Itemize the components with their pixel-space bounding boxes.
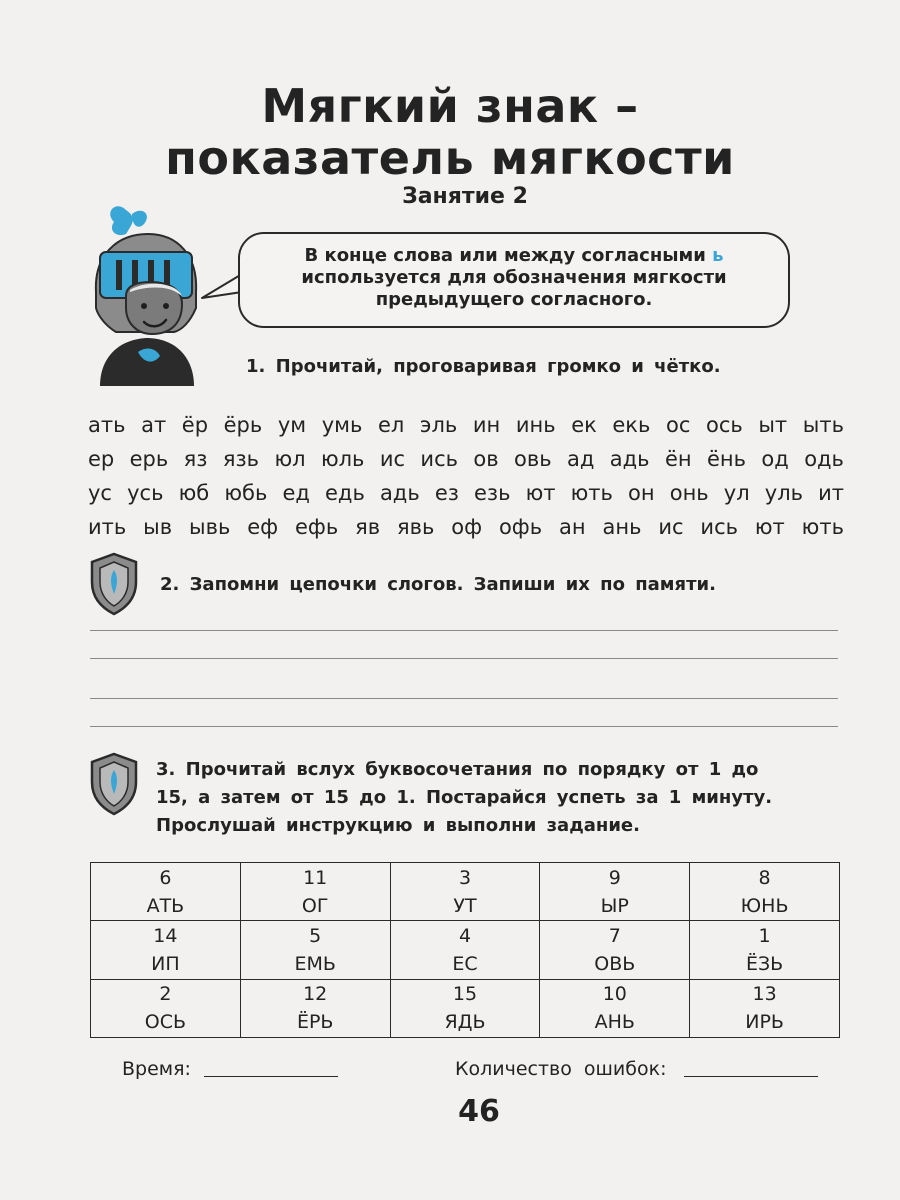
task2-instruction: 2. Запомни цепочки слогов. Запиши их по памяти.	[160, 574, 716, 595]
table-cell[interactable]	[690, 921, 840, 979]
rule-line2: используется для обозначения мягкости	[301, 267, 727, 288]
syllable: юб	[178, 481, 210, 505]
syllable: яз	[183, 447, 208, 471]
cell-number: 5	[309, 924, 322, 947]
syllable: ёр	[181, 413, 209, 437]
cell-number: 2	[159, 983, 172, 1006]
table-cell[interactable]	[240, 921, 390, 979]
knight-mascot-icon	[86, 200, 216, 390]
syllable: ум	[277, 413, 307, 437]
cell-number: 8	[758, 866, 771, 889]
syllable: ить	[88, 515, 127, 539]
cell-syllable: ЁРЬ	[296, 1011, 334, 1034]
table-cell[interactable]	[390, 921, 540, 979]
syllable: ад	[567, 447, 595, 471]
cell-number: 15	[452, 983, 478, 1006]
table-cell[interactable]	[540, 921, 690, 979]
syllable: он	[628, 481, 655, 505]
page-title-line1: Мягкий знак –	[261, 79, 639, 133]
syllable-lines	[88, 408, 844, 544]
syllable: ют	[525, 481, 556, 505]
syllable: од	[761, 447, 789, 471]
syllable: офь	[498, 515, 543, 539]
letter-combination-table	[90, 862, 840, 1038]
syllable: ек	[571, 413, 597, 437]
cell-syllable: АНЬ	[594, 1011, 635, 1034]
cell-syllable: ИРЬ	[745, 1011, 784, 1034]
cell-syllable: ЮНЬ	[740, 894, 789, 917]
syllable: ён	[664, 447, 692, 471]
syllable: одь	[804, 447, 844, 471]
cell-number: 6	[159, 866, 172, 889]
syllable: ис	[658, 515, 684, 539]
syllable: ан	[559, 515, 586, 539]
rule-speech-bubble	[238, 232, 790, 328]
syllable: едь	[325, 481, 365, 505]
syllable: язь	[222, 447, 260, 471]
cell-number: 13	[752, 983, 777, 1006]
cell-syllable: ЯДЬ	[444, 1011, 486, 1034]
table-cell[interactable]	[91, 921, 241, 979]
syllable-line	[88, 476, 844, 510]
table-cell[interactable]	[240, 979, 390, 1037]
lesson-label: Занятие 2	[402, 184, 528, 209]
cell-number: 7	[608, 924, 621, 947]
cell-syllable: ЕМЬ	[294, 952, 336, 975]
rule-line1-text: В конце слова или между согласными	[304, 245, 713, 266]
syllable: ез	[434, 481, 459, 505]
syllable: усь	[127, 481, 164, 505]
syllable: ёрь	[223, 413, 263, 437]
syllable: ел	[377, 413, 405, 437]
syllable: эль	[419, 413, 458, 437]
writing-line[interactable]	[90, 658, 838, 659]
syllable: ють	[801, 515, 844, 539]
cell-syllable: ОГ	[301, 894, 329, 917]
syllable: явь	[396, 515, 435, 539]
syllable: ус	[88, 481, 112, 505]
syllable: ер	[88, 447, 115, 471]
syllable: ед	[282, 481, 310, 505]
cell-number: 14	[153, 924, 178, 947]
table-cell[interactable]	[240, 863, 390, 921]
table-cell[interactable]	[91, 979, 241, 1037]
table-row	[91, 863, 840, 921]
cell-syllable: УТ	[453, 894, 477, 917]
syllable: ис	[379, 447, 406, 471]
syllable: овь	[514, 447, 552, 471]
syllable: ул	[723, 481, 750, 505]
syllable: адь	[379, 481, 420, 505]
syllable: ать	[88, 413, 126, 437]
shield-icon	[88, 552, 140, 616]
syllable: ов	[473, 447, 499, 471]
page-title-line2: показатель мягкости	[165, 131, 735, 185]
writing-line[interactable]	[90, 698, 838, 699]
task1-instruction: 1. Прочитай, проговаривая громко и чётко.	[246, 356, 721, 377]
cell-number: 3	[458, 866, 472, 889]
syllable: ыт	[758, 413, 788, 437]
cell-number: 1	[758, 924, 771, 947]
syllable: юль	[320, 447, 365, 471]
syllable: онь	[669, 481, 709, 505]
syllable: ывь	[188, 515, 231, 539]
syllable-line	[88, 510, 844, 544]
syllable: ин	[472, 413, 501, 437]
table-row	[91, 979, 840, 1037]
syllable: езь	[474, 481, 511, 505]
syllable: ись	[420, 447, 458, 471]
syllable: ют	[754, 515, 785, 539]
cell-syllable: ЫР	[600, 894, 629, 917]
task3-line3: Прослушай инструкцию и выполни задание.	[156, 815, 640, 836]
cell-syllable: АТЬ	[146, 894, 185, 917]
syllable: ись	[700, 515, 738, 539]
syllable: ють	[570, 481, 613, 505]
task3-line2: 15, а затем от 15 до 1. Постарайся успеть за 1 минуту.	[156, 787, 773, 808]
syllable: ыв	[143, 515, 173, 539]
soft-sign-letter: ь	[712, 245, 724, 266]
errors-input-line[interactable]	[684, 1076, 818, 1077]
syllable: ань	[602, 515, 642, 539]
syllable: юл	[274, 447, 306, 471]
writing-line[interactable]	[90, 726, 838, 727]
syllable: инь	[515, 413, 556, 437]
table-cell[interactable]	[91, 863, 241, 921]
syllable-line	[88, 442, 844, 476]
syllable: ат	[141, 413, 167, 437]
table-cell[interactable]	[540, 863, 690, 921]
cell-syllable: ЕС	[452, 952, 478, 975]
rule-line1	[240, 245, 788, 267]
cell-syllable: ЁЗЬ	[745, 952, 784, 975]
syllable: ыть	[802, 413, 844, 437]
rule-line3: предыдущего согласного.	[375, 289, 653, 310]
syllable: умь	[321, 413, 363, 437]
syllable: ось	[705, 413, 743, 437]
time-label: Время:	[122, 1058, 191, 1080]
table-cell[interactable]	[690, 863, 840, 921]
table-cell[interactable]	[390, 863, 540, 921]
cell-syllable: ОВЬ	[594, 952, 636, 975]
cell-number: 9	[608, 866, 621, 889]
table-cell[interactable]	[690, 979, 840, 1037]
syllable: оф	[451, 515, 483, 539]
syllable: ефь	[294, 515, 339, 539]
time-input-line[interactable]	[204, 1076, 338, 1077]
syllable: адь	[609, 447, 650, 471]
syllable: ерь	[129, 447, 169, 471]
table-cell[interactable]	[390, 979, 540, 1037]
cell-syllable: ОСЬ	[144, 1011, 187, 1034]
errors-label: Количество ошибок:	[455, 1058, 667, 1080]
page-number: 46	[458, 1094, 500, 1129]
cell-number: 10	[602, 983, 627, 1006]
table-cell[interactable]	[540, 979, 690, 1037]
syllable: ит	[818, 481, 844, 505]
syllable-line	[88, 408, 844, 442]
syllable: яв	[355, 515, 381, 539]
task3-instruction	[156, 756, 846, 840]
syllable: юбь	[224, 481, 268, 505]
cell-number: 12	[303, 983, 328, 1006]
cell-syllable: ИП	[151, 952, 180, 975]
cell-number: 11	[303, 866, 328, 889]
syllable: еф	[247, 515, 279, 539]
syllable: ос	[665, 413, 691, 437]
syllable: уль	[764, 481, 803, 505]
shield-icon	[88, 752, 140, 816]
syllable: екь	[612, 413, 651, 437]
table-row	[91, 921, 840, 979]
syllable: ёнь	[707, 447, 747, 471]
task3-line1: 3. Прочитай вслух буквосочетания по порядку от 1 до	[156, 759, 759, 780]
writing-line[interactable]	[90, 630, 838, 631]
cell-number: 4	[458, 924, 472, 947]
